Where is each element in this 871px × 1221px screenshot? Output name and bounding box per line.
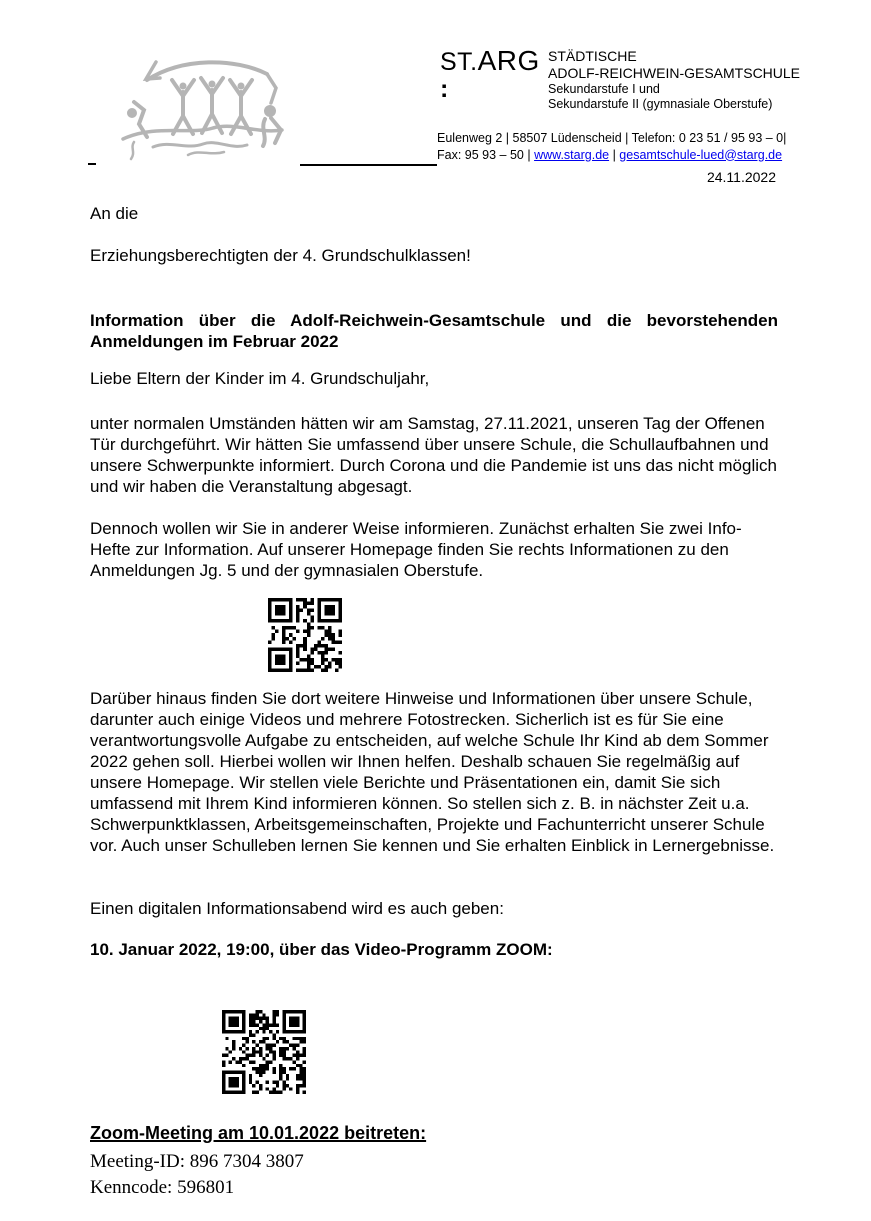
org-name-block <box>548 48 838 112</box>
letter-date: 24.11.2022 <box>706 169 776 185</box>
paragraph-homepage-hinweise: Darüber hinaus finden Sie dort weitere Hinweise und Informationen über unsere Schule, darunter auch einige Videos und mehrere Fotostrecken. Sicherlich ist es für Sie eine verantwortungsvolle Aufgabe zu entscheiden, auf welche Schule Ihr Kind ab dem Sommer 2022 gehen soll. Hierbei wollen wir Ihnen helfen. Deshalb schauen Sie regelmäßig auf unsere Homepage. Wir stellen viele Berichte und Präsentationen ein, damit Sie sich umfassend mit Ihrem Kind informieren können. So stellen sich z. B. in nächster Zeit u.a. Schwerpunktklassen, Arbeitsgemeinschaften, Projekte und Fachunterricht unserer Schule vor. Auch unser Schulleben lernen Sie kennen und Sie erhalten Einblick in Lernergebnisse. <box>90 689 775 855</box>
meeting-id-label: Meeting-ID: <box>90 1151 185 1172</box>
school-logo <box>95 50 300 164</box>
org-name-line2: ADOLF-REICHWEIN-GESAMTSCHULE <box>548 65 801 81</box>
org-sub-line2: Sekundarstufe II (gymnasiale Oberstufe) <box>548 97 773 111</box>
org-abbrev-st: ST. <box>440 48 478 76</box>
recipient-intro: An die <box>90 204 139 223</box>
subject-heading-line2: Anmeldungen im Februar 2022 <box>90 332 339 351</box>
org-name-line1: STÄDTISCHE <box>548 48 637 64</box>
zoom-meeting-heading: Zoom-Meeting am 10.01.2022 beitreten: <box>90 1123 427 1143</box>
org-sub-line1: Sekundarstufe I und <box>548 82 660 96</box>
passcode-value: 596801 <box>177 1177 235 1198</box>
salutation: Liebe Eltern der Kinder im 4. Grundschuljahr, <box>90 369 430 388</box>
children-figures-logo-icon <box>95 50 300 162</box>
homepage-qr-code <box>268 598 342 672</box>
contact-separator: | <box>609 147 620 162</box>
contact-line1: Eulenweg 2 | 58507 Lüdenscheid | Telefon: 0 23 51 / 95 93 – 0| <box>437 131 787 145</box>
meeting-id-line <box>90 1149 778 1174</box>
contact-line2 <box>437 147 832 164</box>
subject-heading-line1: Information über die Adolf-Reichwein-Gesamtschule und die bevorstehenden <box>90 311 778 330</box>
org-abbreviation <box>440 46 540 103</box>
org-abbrev-colon: : <box>440 75 449 104</box>
passcode-label: Kenncode: <box>90 1177 173 1198</box>
event-date-line: 10. Januar 2022, 19:00, über das Video-Programm ZOOM: <box>90 940 553 959</box>
meeting-id-value: 896 7304 3807 <box>189 1151 304 1172</box>
recipient-line: Erziehungsberechtigten der 4. Grundschulklassen! <box>90 246 471 265</box>
website-link[interactable]: www.starg.de <box>534 147 610 162</box>
org-abbrev-arg: ARG <box>477 45 540 76</box>
fax-text: Fax: 95 93 – 50 | <box>437 147 535 162</box>
passcode-line <box>90 1175 778 1200</box>
paragraph-tag-der-offenen-tuer: unter normalen Umständen hätten wir am Samstag, 27.11.2021, unseren Tag der Offenen Tür durchgeführt. Wir hätten Sie umfassend über unsere Schule, die Schullaufbahnen und unsere Schwerpunkte informiert. Durch Corona und die Pandemie ist uns das nicht möglich und wir haben die Veranstaltung abgesagt. <box>90 414 777 496</box>
contact-block <box>437 130 832 163</box>
letterhead-rule <box>300 164 437 166</box>
zoom-meeting-qr-code <box>222 1010 306 1094</box>
letter-subject-heading <box>90 310 778 352</box>
letterhead-dash <box>88 163 96 165</box>
paragraph-infoabend: Einen digitalen Informationsabend wird es auch geben: <box>90 899 504 918</box>
email-link[interactable]: gesamtschule-lued@starg.de <box>619 147 783 162</box>
paragraph-info-hefte: Dennoch wollen wir Sie in anderer Weise informieren. Zunächst erhalten Sie zwei Info-Hefte zur Information. Auf unserer Homepage finden Sie rechts Informationen zu den Anmeldungen Jg. 5 und der gymnasialen Oberstufe. <box>90 519 742 580</box>
